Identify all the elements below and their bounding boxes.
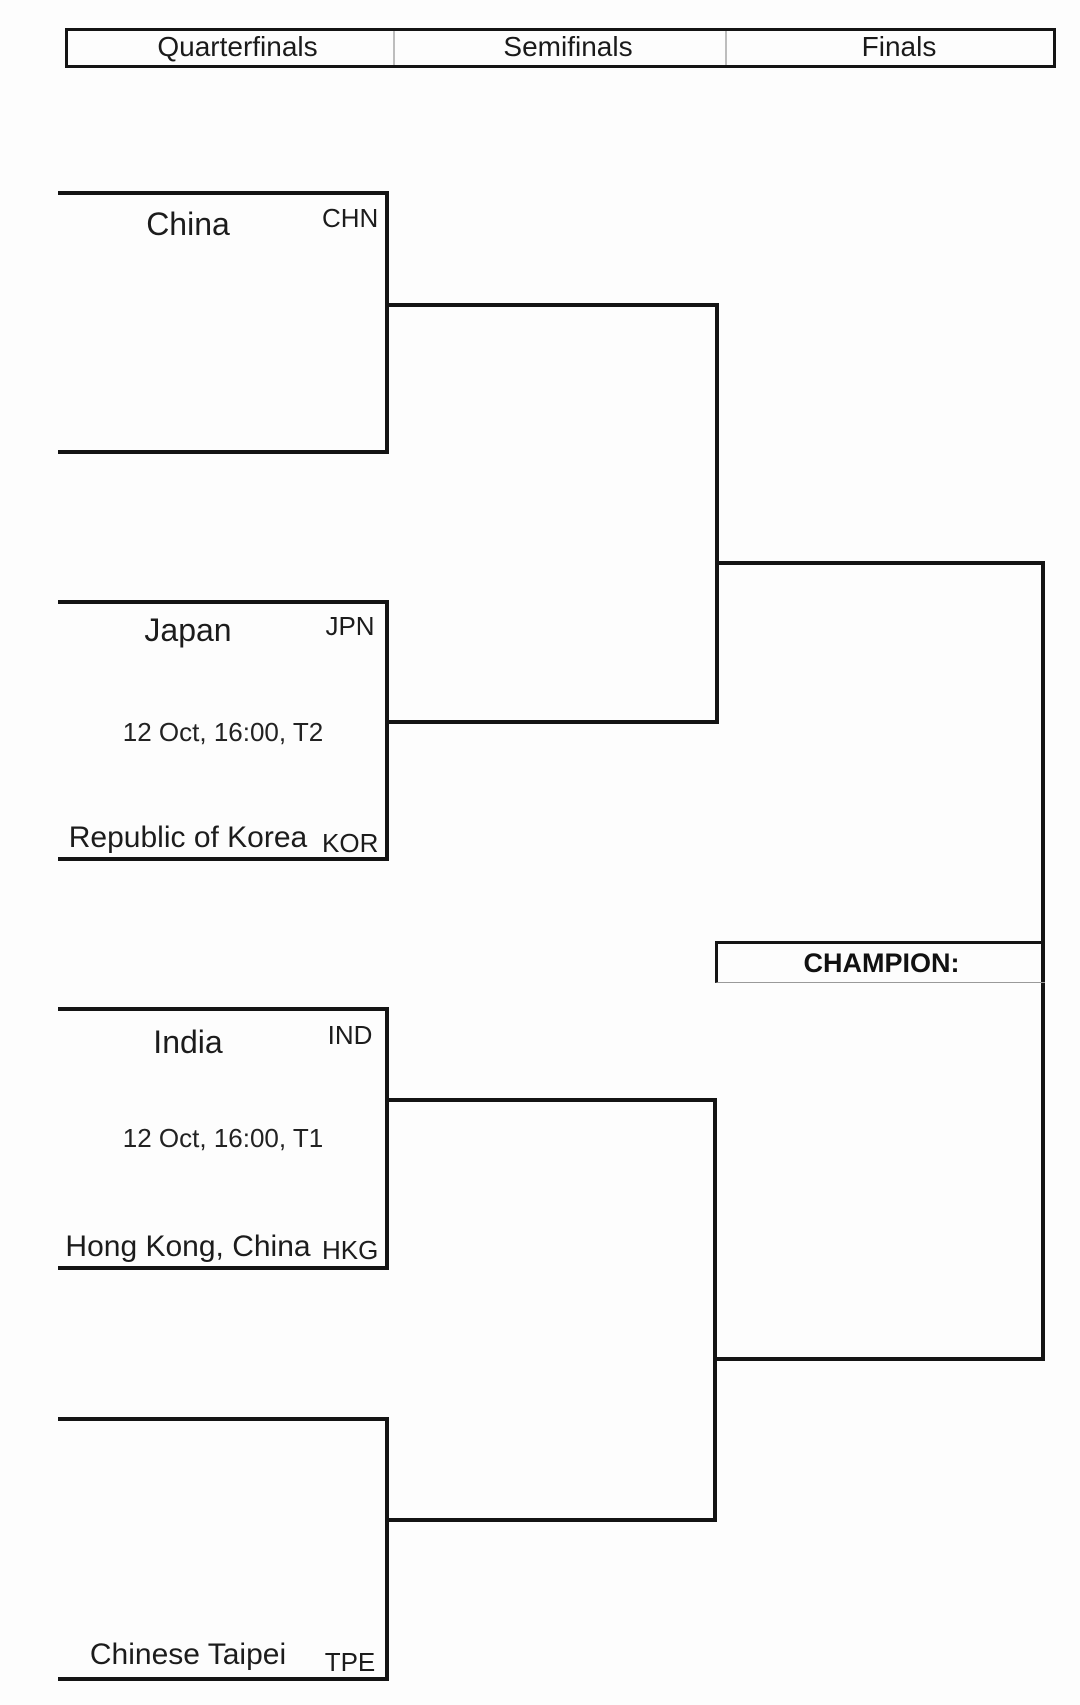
qf3-top-line	[58, 1007, 389, 1011]
qf3-bottom-team-code: HKG	[322, 1235, 379, 1265]
column-header-semifinals: Semifinals	[503, 31, 633, 62]
qf3-match-time: 12 Oct, 16:00, T1	[122, 1123, 324, 1153]
qf2-to-sf1-connector	[385, 720, 719, 724]
qf1-bottom-line	[58, 450, 389, 454]
column-header-finals: Finals	[861, 31, 937, 62]
qf1-vertical-line	[385, 191, 389, 454]
qf2-bottom-team-code: KOR	[322, 828, 379, 858]
qf2-top-team-name: Japan	[144, 612, 232, 648]
qf3-top-team-name: India	[153, 1024, 223, 1060]
qf4-bottom-team-name: Chinese Taipei	[89, 1638, 287, 1671]
qf3-bottom-team-name: Hong Kong, China	[65, 1230, 311, 1263]
qf1-top-team-name: China	[146, 206, 230, 242]
column-header-quarterfinals: Quarterfinals	[157, 31, 318, 62]
qf4-bottom-team-code: TPE	[324, 1647, 376, 1677]
qf2-top-line	[58, 600, 389, 604]
qf1-top-line	[58, 191, 389, 195]
sf1-to-final-connector	[715, 561, 1045, 565]
qf3-to-sf2-connector	[385, 1098, 717, 1102]
qf2-bottom-team-name: Republic of Korea	[68, 821, 308, 854]
sf2-to-final-connector	[713, 1357, 1045, 1361]
champion-box: CHAMPION:	[715, 941, 1045, 983]
sf2-vertical-line	[713, 1098, 717, 1522]
qf4-to-sf2-connector	[385, 1518, 717, 1522]
qf1-top-team-code: CHN	[322, 203, 379, 233]
qf3-top-team-code: IND	[327, 1020, 373, 1050]
qf4-top-line	[58, 1417, 389, 1421]
qf2-top-team-code: JPN	[325, 611, 375, 641]
sf1-vertical-line	[715, 303, 719, 724]
qf3-bottom-line	[58, 1266, 389, 1270]
qf2-match-time: 12 Oct, 16:00, T2	[122, 717, 324, 747]
qf1-to-sf1-connector	[385, 303, 719, 307]
qf4-vertical-line	[385, 1417, 389, 1681]
